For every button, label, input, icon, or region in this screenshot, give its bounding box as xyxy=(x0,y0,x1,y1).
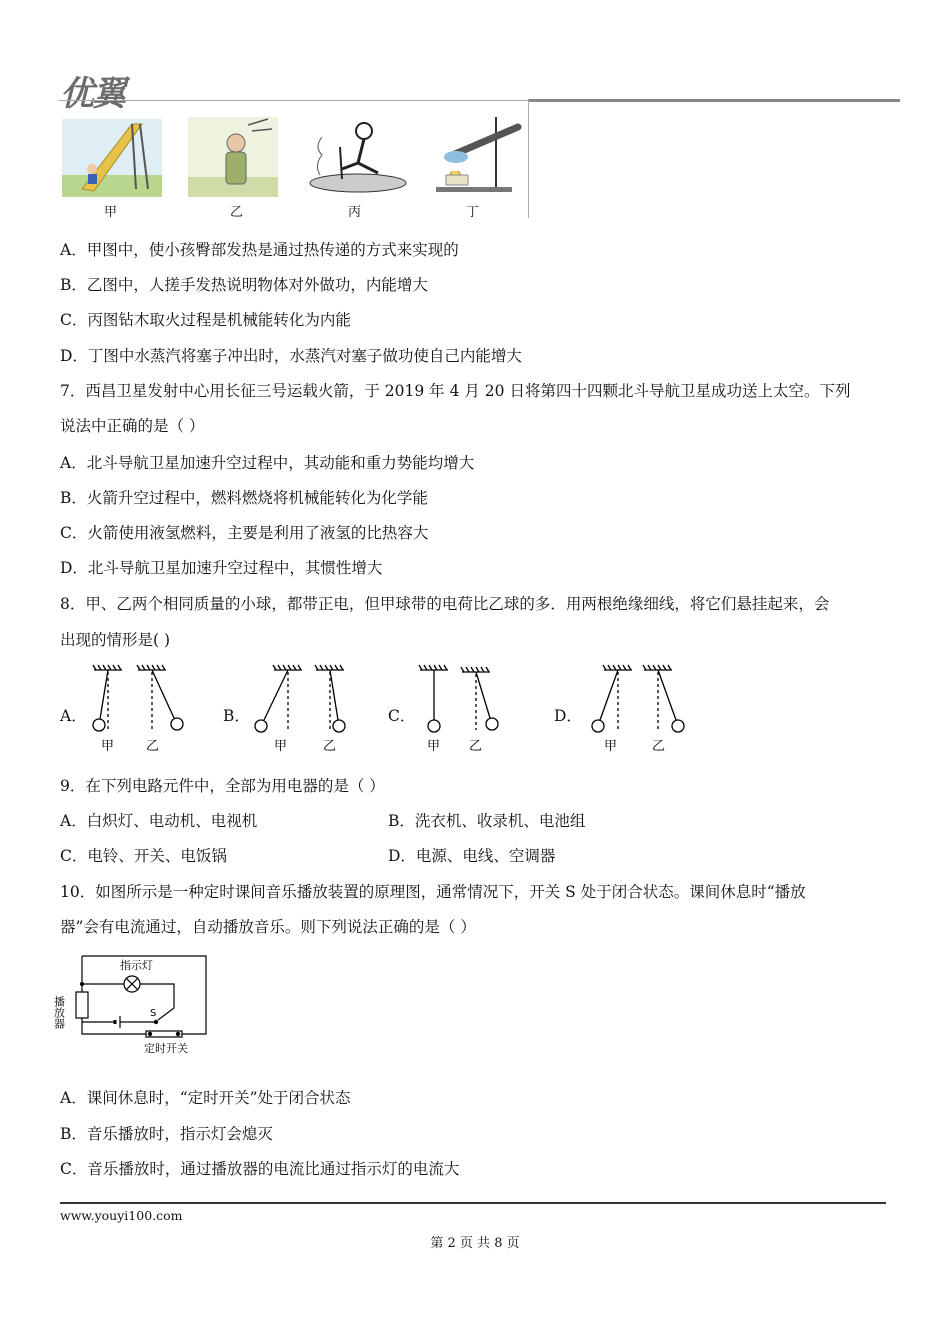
slide-illustration xyxy=(62,119,162,197)
q8-option-b-diagram xyxy=(250,664,360,756)
q8-c-ball-jia: 甲 xyxy=(427,739,441,754)
figure-label-bing: 丙 xyxy=(348,205,362,220)
q6-option-c: C．丙图钻木取火过程是机械能转化为内能 xyxy=(60,311,351,329)
q6-option-b: B．乙图中，人搓手发热说明物体对外做功，内能增大 xyxy=(60,276,428,294)
switch-s-label: S xyxy=(150,1008,157,1019)
q7-option-c: C．火箭使用液氢燃料，主要是利用了液氢的比热容大 xyxy=(60,524,429,542)
q9-stem: 9．在下列电路元件中，全部为用电器的是（ ） xyxy=(60,777,385,795)
q7-option-a: A．北斗导航卫星加速升空过程中，其动能和重力势能均增大 xyxy=(60,454,475,472)
q8-stem-line2: 出现的情形是( ) xyxy=(60,631,171,649)
q10-circuit-diagram xyxy=(52,950,214,1058)
figure-label-jia: 甲 xyxy=(104,205,118,220)
footer-rule xyxy=(60,1202,886,1204)
player-label: 播放器 xyxy=(52,996,66,1029)
figure-label-ding: 丁 xyxy=(466,205,480,220)
q7-option-d: D．北斗导航卫星加速升空过程中，其惯性增大 xyxy=(60,559,383,577)
footer-url: www.youyi100.com xyxy=(60,1208,183,1223)
q8-option-c-label: C． xyxy=(388,707,416,725)
q8-option-c-diagram xyxy=(414,664,514,756)
q6-figure-panel xyxy=(58,100,529,218)
q6-option-d: D．丁图中水蒸汽将塞子冲出时，水蒸汽对塞子做功使自己内能增大 xyxy=(60,347,522,365)
q10-option-a: A．课间休息时，“定时开关”处于闭合状态 xyxy=(60,1089,351,1107)
q8-stem-line1: 8．甲、乙两个相同质量的小球，都带正电，但甲球带的电荷比乙球的多．用两根绝缘细线，将它们悬挂起来，会 xyxy=(60,595,830,613)
q8-option-b-label: B． xyxy=(223,707,250,725)
header-rule xyxy=(528,99,900,102)
lamp-label: 指示灯 xyxy=(120,959,153,972)
figure-label-yi: 乙 xyxy=(230,205,244,220)
timer-switch-label: 定时开关 xyxy=(144,1042,188,1055)
q8-option-d-diagram xyxy=(584,664,694,756)
page-number: 第 2 页 共 8 页 xyxy=(430,1236,520,1251)
q8-b-ball-yi: 乙 xyxy=(323,739,337,754)
q8-d-ball-yi: 乙 xyxy=(652,739,666,754)
publisher-logo: 优翼 xyxy=(60,74,124,114)
q8-b-ball-jia: 甲 xyxy=(274,739,288,754)
q8-c-ball-yi: 乙 xyxy=(469,739,483,754)
q8-option-d-label: D． xyxy=(554,707,582,725)
test-tube-illustration xyxy=(426,109,526,197)
q10-option-c: C．音乐播放时，通过播放器的电流比通过指示灯的电流大 xyxy=(60,1160,460,1178)
q8-option-a-diagram xyxy=(86,664,196,756)
q8-d-ball-jia: 甲 xyxy=(604,739,618,754)
rubbing-hands-illustration xyxy=(188,117,278,197)
q6-option-a: A．甲图中，使小孩臀部发热是通过热传递的方式来实现的 xyxy=(60,241,459,259)
q7-stem-line1: 7．西昌卫星发射中心用长征三号运载火箭，于 2019 年 4 月 20 日将第四十四颗北斗导航卫星成功送上太空。下列 xyxy=(60,382,851,400)
q8-option-a-label: A． xyxy=(60,707,87,725)
q9-option-b: B．洗衣机、收录机、电池组 xyxy=(388,812,586,830)
q9-option-d: D．电源、电线、空调器 xyxy=(388,847,556,865)
drill-fire-illustration xyxy=(298,117,410,197)
q8-a-ball-jia: 甲 xyxy=(101,739,115,754)
q8-a-ball-yi: 乙 xyxy=(146,739,160,754)
q7-option-b: B．火箭升空过程中，燃料燃烧将机械能转化为化学能 xyxy=(60,489,428,507)
q7-stem-line2: 说法中正确的是（ ） xyxy=(60,417,205,435)
q10-stem-line2: 器”会有电流通过，自动播放音乐。则下列说法正确的是（ ） xyxy=(60,918,476,936)
q9-option-a: A．白炽灯、电动机、电视机 xyxy=(60,812,258,830)
q10-stem-line1: 10．如图所示是一种定时课间音乐播放装置的原理图，通常情况下，开关 S 处于闭合状态。课间休息时“播放 xyxy=(60,883,806,901)
q10-option-b: B．音乐播放时，指示灯会熄灭 xyxy=(60,1125,273,1143)
q9-option-c: C．电铃、开关、电饭锅 xyxy=(60,847,227,865)
